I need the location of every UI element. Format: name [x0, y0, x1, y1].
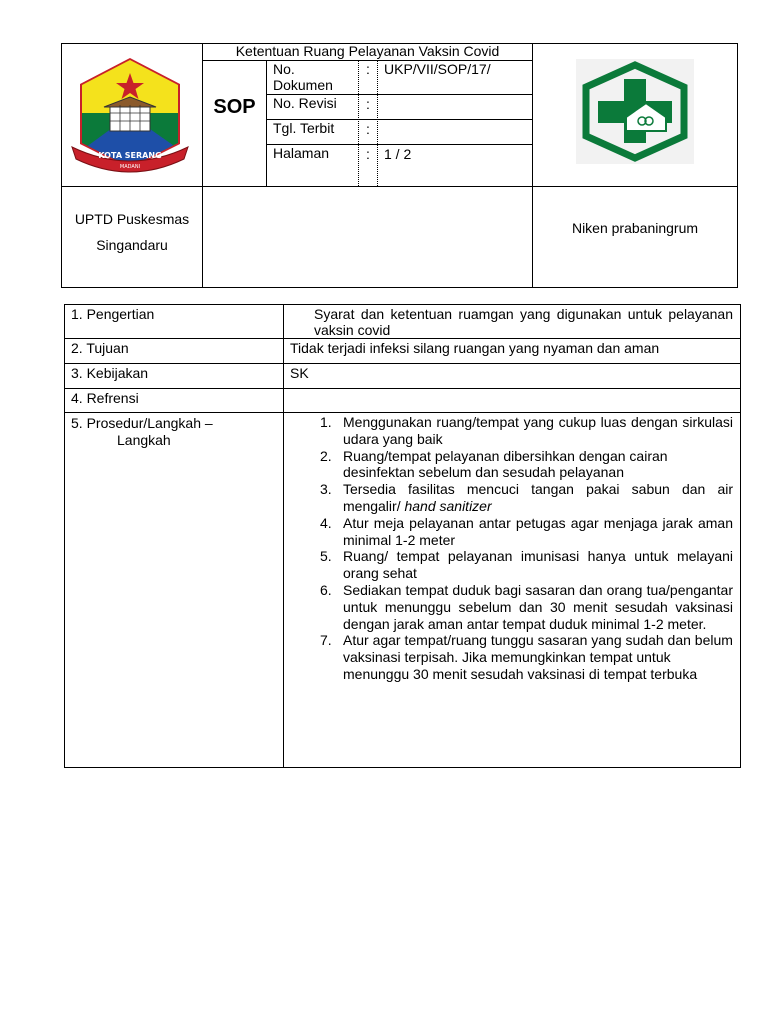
field-sep: : — [366, 121, 370, 137]
procedure-step: 1. Menggunakan ruang/tempat yang cukup luas dengan sirkulasi udara yang baik — [320, 414, 733, 447]
sop-label: SOP — [213, 96, 256, 118]
signatory-name: Niken prabaningrum — [571, 220, 699, 236]
emblem-motto-text: MADANI — [119, 164, 141, 170]
field-label-no-dokumen: No. — [273, 61, 295, 77]
field-value-halaman: 1 / 2 — [384, 146, 412, 162]
procedure-step: 6. Sediakan tempat duduk bagi sasaran dan orang tua/pengantar untuk menunggu sebelum dan 30 menit sesudah vaksinasi dengan jarak aman antar tempat duduk minimal 1-2 meter. — [320, 581, 733, 632]
header-border-bottom — [61, 287, 738, 288]
field-value-no-dokumen: UKP/VII/SOP/17/ — [384, 61, 491, 77]
header-col-divider-right — [532, 43, 533, 288]
sop-col-divider — [266, 60, 267, 186]
row-label-pengertian: 1. Pengertian — [71, 306, 155, 322]
row-value-kebijakan: SK — [290, 365, 309, 381]
header-border-right — [737, 43, 738, 288]
procedure-step: 7. Atur agar tempat/ruang tunggu sasaran yang sudah dan belum vaksinasi terpisah. Jika memungkinkan tempat untuk menunggu 30 menit sesudah vaksinasi di tempat terbuka — [320, 632, 733, 682]
row-label-kebijakan: 3. Kebijakan — [71, 365, 149, 381]
field-sep: : — [366, 96, 370, 112]
field-sep: : — [366, 146, 370, 162]
field-dotted-divider-1 — [358, 60, 359, 186]
table-border-left — [64, 304, 65, 768]
table-row-line-1 — [64, 338, 741, 339]
header-divider — [61, 186, 738, 187]
row-label-refrensi: 4. Refrensi — [71, 390, 139, 406]
row-label-tujuan: 2. Tujuan — [71, 340, 129, 356]
table-border-top — [64, 304, 741, 305]
row-label-prosedur: 5. Prosedur/Langkah – — [71, 415, 213, 431]
table-border-right — [740, 304, 741, 768]
row-value-tujuan: Tidak terjadi infeksi silang ruangan yang nyaman dan aman — [290, 340, 660, 356]
field-sep: : — [366, 61, 370, 77]
table-row-line-4 — [64, 412, 741, 413]
emblem-ribbon-text: KOTA SERANG — [98, 151, 162, 160]
header-col-divider-left — [202, 43, 203, 288]
sop-title: Ketentuan Ruang Pelayanan Vaksin Covid — [235, 43, 500, 59]
field-label-no-dokumen-line2: Dokumen — [273, 77, 333, 93]
procedure-step: 3. Tersedia fasilitas mencuci tangan pakai sabun dan air mengalir/ hand sanitizer — [320, 481, 733, 514]
hand-sanitizer-term: hand sanitizer — [404, 497, 492, 514]
table-col-divider — [283, 304, 284, 768]
table-row-line-3 — [64, 388, 741, 389]
procedure-steps — [314, 414, 733, 683]
field-label-tgl-terbit: Tgl. Terbit — [273, 120, 335, 136]
field-label-halaman: Halaman — [273, 145, 330, 161]
table-row-line-2 — [64, 363, 741, 364]
procedure-step: 4. Atur meja pelayanan antar petugas agar menjaga jarak aman minimal 1-2 meter — [320, 514, 733, 548]
row-label-prosedur-line2: Langkah — [117, 432, 171, 448]
field-label-no-revisi: No. Revisi — [273, 95, 337, 111]
field-dotted-divider-2 — [377, 60, 378, 186]
table-border-bottom — [64, 767, 741, 768]
procedure-step: 2. Ruang/tempat pelayanan dibersihkan dengan cairan desinfektan sebelum dan sesudah pelayanan — [320, 447, 668, 481]
kota-serang-emblem-icon — [70, 55, 190, 173]
procedure-step: 5. Ruang/ tempat pelayanan imunisasi hanya untuk melayani orang sehat — [320, 548, 733, 582]
organization-location: Singandaru — [96, 237, 168, 253]
puskesmas-cross-icon — [576, 59, 694, 164]
row-value-pengertian: Syarat dan ketentuan ruamgan yang digunakan untuk pelayanan vaksin covid — [314, 306, 733, 338]
organization-name: UPTD Puskesmas — [74, 211, 190, 227]
